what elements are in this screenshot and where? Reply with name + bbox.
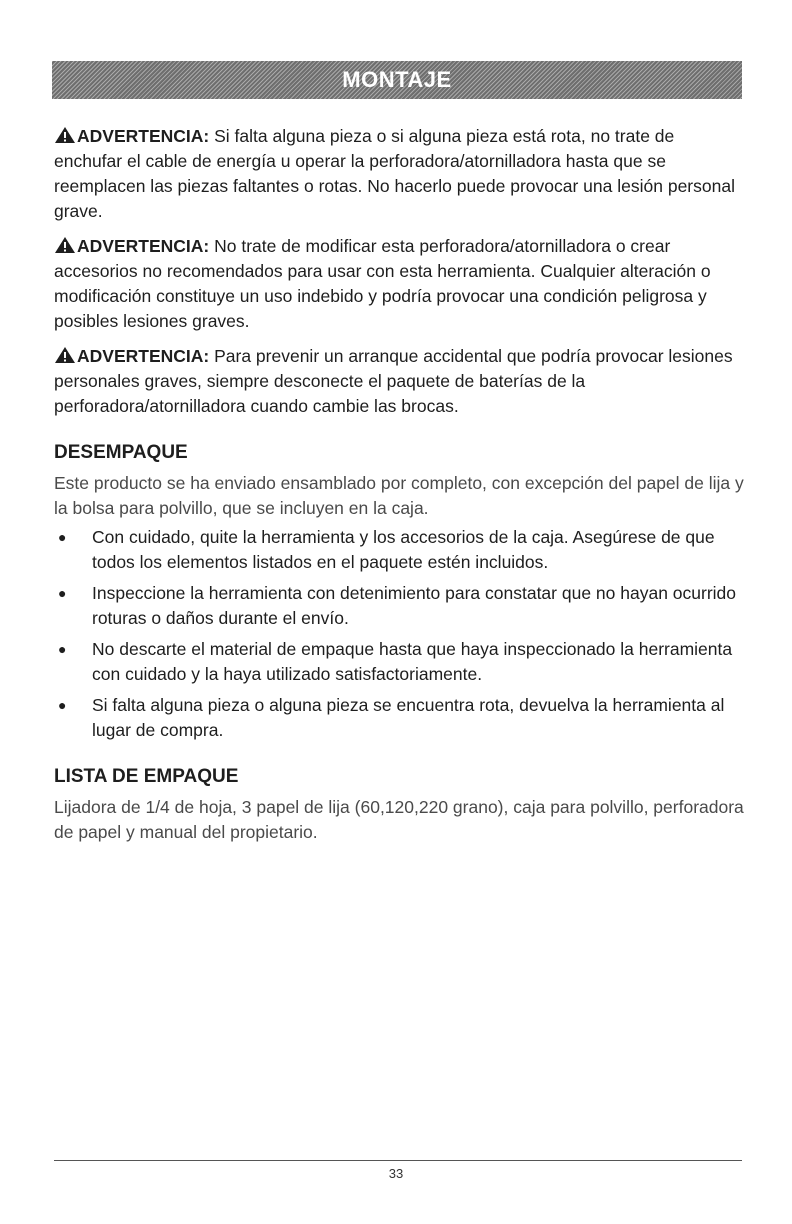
bullet-icon: ● [58,529,67,545]
list-item-text: Si falta alguna pieza o alguna pieza se encuentra rota, devuelva la herramienta al lugar de compra. [92,695,725,740]
banner-title: MONTAJE [342,67,452,92]
list-item-text: No descarte el material de empaque hasta que haya inspeccionado la herramienta con cuidado y la haya utilizado satisfactoriamente. [92,639,733,684]
unpacking-list [54,525,744,743]
warning-label: ADVERTENCIA: [77,126,210,146]
packing-list-heading: LISTA DE EMPAQUE [54,766,239,787]
warning-triangle-icon [54,346,76,364]
footer-divider [54,1160,742,1161]
warning-label: ADVERTENCIA: [77,236,210,256]
unpacking-heading: DESEMPAQUE [54,442,188,463]
section-banner [52,61,742,99]
warning-paragraph [54,234,744,334]
unpacking-intro: Este producto se ha enviado ensamblado por completo, con excepción del papel de lija y la bolsa para polvillo, que se incluyen en la caja. [54,473,744,518]
list-item-text: Con cuidado, quite la herramienta y los accesorios de la caja. Asegúrese de que todos los elementos listados en el paquete estén incluidos. [92,527,715,572]
warning-label: ADVERTENCIA: [77,346,210,366]
bullet-icon: ● [58,697,67,713]
packing-list-text: Lijadora de 1/4 de hoja, 3 papel de lija (60,120,220 grano), caja para polvillo, perforadora de papel y manual del propietario. [54,797,744,842]
warning-paragraph [54,124,744,224]
list-item [54,525,744,575]
warning-text: Para prevenir un arranque accidental que podría provocar lesiones personales graves, siempre desconecte el paquete de baterías de la perforadora/atornilladora cuando cambie las brocas. [54,346,733,416]
warning-triangle-icon [54,126,76,144]
warning-text: Si falta alguna pieza o si alguna pieza está rota, no trate de enchufar el cable de energía u operar la perforadora/atornilladora hasta que se reemplacen las piezas faltantes o rotas. No hacerlo puede provocar una lesión personal grave. [54,126,735,221]
bullet-icon: ● [58,641,67,657]
list-item-text: Inspeccione la herramienta con detenimiento para constatar que no hayan ocurrido roturas o daños durante el envío. [92,583,737,628]
warning-text: No trate de modificar esta perforadora/atornilladora o crear accesorios no recomendados para usar con esta herramienta. Cualquier alteración o modificación constituye un uso indebido y podría provocar una condición peligrosa y posibles lesiones graves. [54,236,711,331]
warning-triangle-icon [54,236,76,254]
list-item [54,581,744,631]
list-item [54,637,744,687]
bullet-icon: ● [58,585,67,601]
page-number: 33 [388,1166,404,1181]
page-content [54,124,744,849]
list-item [54,693,744,743]
warning-paragraph [54,344,744,419]
